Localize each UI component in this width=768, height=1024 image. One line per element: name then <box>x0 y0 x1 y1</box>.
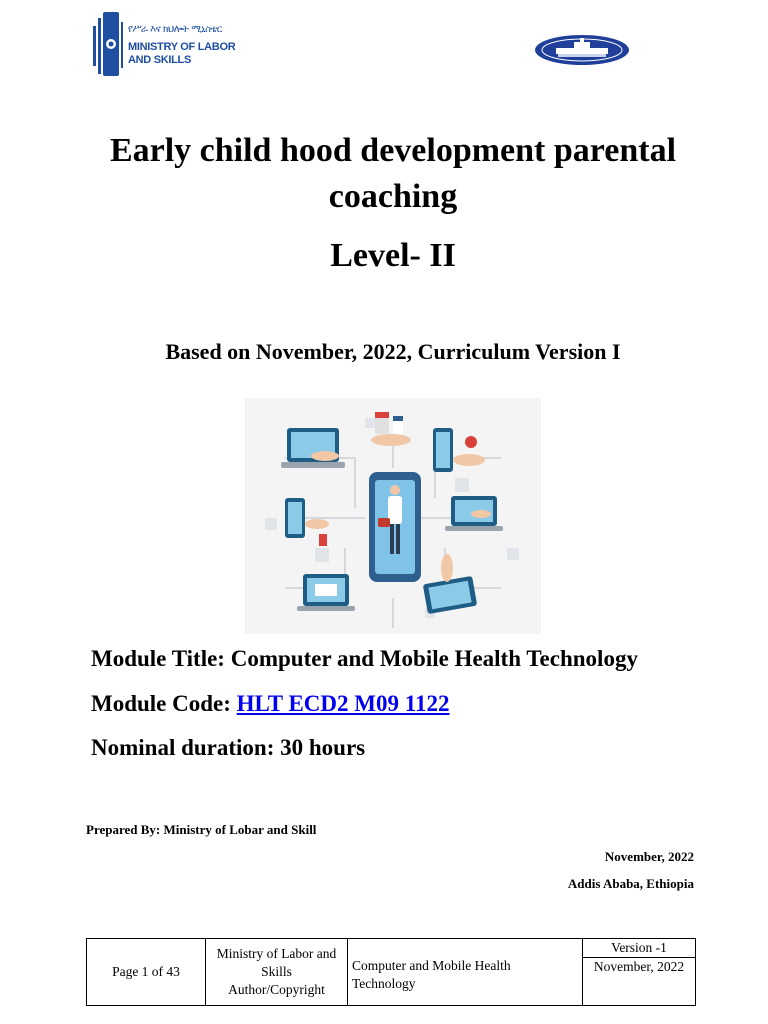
government-emblem-icon <box>534 34 630 66</box>
module-code-link[interactable]: HLT ECD2 M09 1122 <box>236 691 450 716</box>
footer-table <box>86 938 696 1006</box>
module-title-line <box>91 644 638 674</box>
footer-author-line3: Author/Copyright <box>228 982 325 997</box>
ministry-name-line1: MINISTRY OF LABOR <box>128 41 236 53</box>
footer-module-line1: Computer and Mobile Health <box>352 958 511 973</box>
module-title-value: Computer and Mobile Health Technology <box>230 646 638 671</box>
mobile-health-illustration <box>245 398 541 634</box>
ministry-name-amharic: የሥራ እና ክህሎት ሚኒስቴር <box>128 24 222 35</box>
title-line-2: coaching <box>328 178 458 215</box>
ministry-name-line2: AND SKILLS <box>128 54 192 66</box>
document-title <box>40 128 746 220</box>
publication-date: November, 2022 <box>604 849 694 864</box>
ministry-emblem-icon <box>92 8 124 80</box>
footer-version-date: November, 2022 <box>593 959 685 974</box>
footer-version: Version -1 <box>583 939 695 958</box>
footer-author-cell <box>206 939 348 1006</box>
ministry-name-english <box>128 41 235 67</box>
footer-module-line2: Technology <box>352 976 416 991</box>
footer-module-cell <box>348 939 583 1006</box>
footer-author-line1: Ministry of Labor and <box>216 946 337 961</box>
module-code-line <box>91 689 449 719</box>
footer-page-cell: Page 1 of 43 <box>87 939 206 1006</box>
nominal-duration: Nominal duration: 30 hours <box>91 735 366 760</box>
footer-author-line2: Skills <box>261 964 292 979</box>
module-title-label: Module Title: <box>91 646 225 671</box>
document-level: Level- II <box>330 237 456 274</box>
title-line-1: Early child hood development parental <box>109 132 677 169</box>
ministry-logo <box>92 8 236 82</box>
footer-row <box>87 939 696 1006</box>
footer-version-cell <box>583 939 696 1006</box>
publication-place: Addis Ababa, Ethiopia <box>567 876 694 891</box>
prepared-by: Prepared By: Ministry of Lobar and Skill <box>86 822 317 837</box>
module-code-label: Module Code: <box>91 691 231 716</box>
curriculum-basis: Based on November, 2022, Curriculum Version I <box>165 339 621 364</box>
